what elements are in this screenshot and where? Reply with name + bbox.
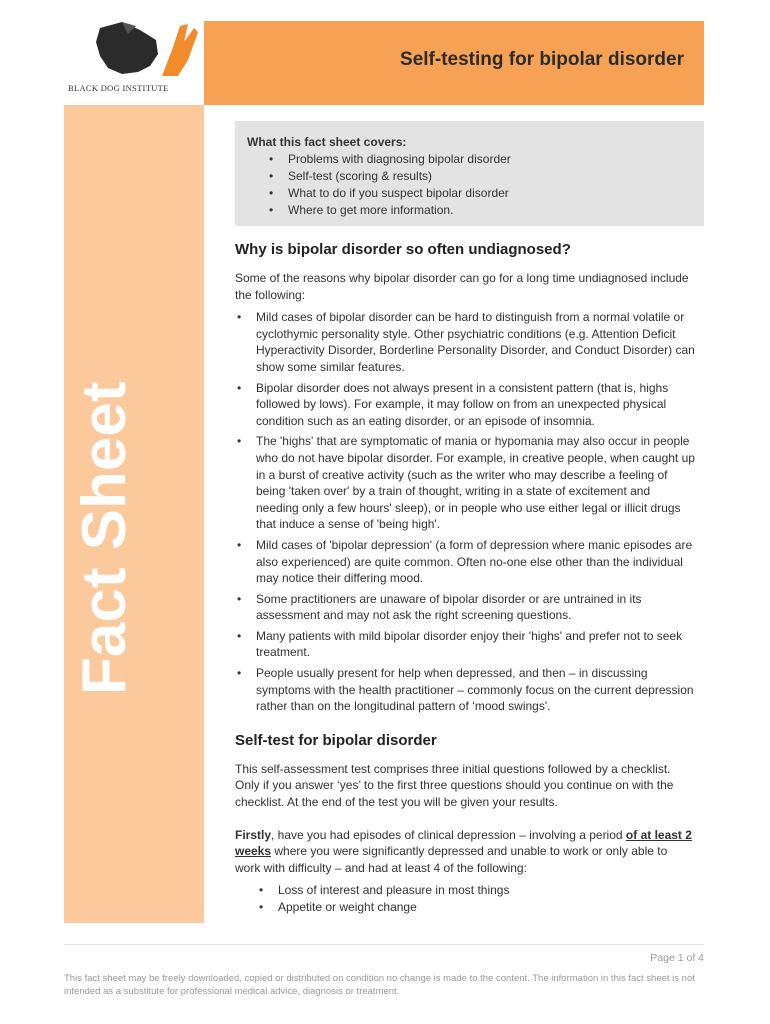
list-item: • Appetite or weight change xyxy=(257,899,695,916)
covers-item: • What to do if you suspect bipolar disorder xyxy=(269,185,511,202)
duration-underline: of at least 2 weeks xyxy=(235,827,692,859)
self-test-intro: This self-assessment test comprises three initial questions followed by a checklist. Only if you answer ‘yes’ to the first three questions should you continue on with the checklist. At the end of the test you will be given your results. xyxy=(235,761,674,810)
covers-list xyxy=(269,151,511,219)
page-number: Page 1 of 4 xyxy=(650,952,704,964)
list-item: • Mild cases of 'bipolar depression' (a form of depression where manic episodes are also experienced) are quite common. Often no-one else other than the individual may notice their differing mood. xyxy=(235,537,695,587)
covers-item: • Self-test (scoring & results) xyxy=(269,168,511,185)
section-intro: Some of the reasons why bipolar disorder can go for a long time undiagnosed include the following: xyxy=(235,271,689,302)
fact-sheet-label: Fact Sheet xyxy=(70,381,139,695)
covers-item: • Where to get more information. xyxy=(269,202,511,219)
list-item: • Many patients with mild bipolar disorder enjoy their 'highs' and prefer not to seek treatment. xyxy=(235,628,695,661)
firstly-bold: Firstly xyxy=(235,827,272,842)
list-item: • Loss of interest and pleasure in most things xyxy=(257,882,695,899)
firstly-text-2: where you were significantly depressed and unable to work or only able to work with difficulty – and had at least 4 of the following: xyxy=(235,844,668,875)
disclaimer: This fact sheet may be freely downloaded, copied or distributed on condition no change is made to the content. The information in this fact sheet is not intended as a substitute for professional medical advice, diagnosis or treatment. xyxy=(64,973,695,997)
section-heading-self-test: Self-test for bipolar disorder xyxy=(235,731,437,749)
title-bar xyxy=(204,21,704,105)
list-item: • Bipolar disorder does not always present in a consistent pattern (that is, highs followed by lows). For example, it may follow on from an unexpected physical condition such as an eating disorder, or an episode of insomnia. xyxy=(235,380,695,430)
list-item: • Some practitioners are unaware of bipolar disorder or are untrained in its assessment and may not ask the right screening questions. xyxy=(235,591,695,624)
dog-hand-logo-icon xyxy=(70,20,200,82)
page-title: Self-testing for bipolar disorder xyxy=(400,49,684,70)
footer-divider xyxy=(64,944,704,945)
main-content xyxy=(235,240,695,916)
firstly-text: , have you had episodes of clinical depression – involving a period xyxy=(271,827,626,842)
covers-heading: What this fact sheet covers: xyxy=(247,135,407,149)
firstly-paragraph xyxy=(235,827,695,877)
section-heading-undiagnosed: Why is bipolar disorder so often undiagnosed? xyxy=(235,241,571,258)
logo xyxy=(64,20,204,100)
logo-text: BLACK DOG INSTITUTE xyxy=(68,83,169,93)
covers-item: • Problems with diagnosing bipolar disorder xyxy=(269,151,511,168)
symptom-list xyxy=(235,882,695,915)
reasons-list xyxy=(235,309,695,715)
list-item: • The 'highs' that are symptomatic of mania or hypomania may also occur in people who do not have bipolar disorder. For example, in creative people, when caught up in a burst of creative activity (such as the writer who may describe a feeling of being 'taken over' by a train of thought, writing in a state of excitement and needing only a few hours' sleep), or in people who use either legal or illicit drugs that induce a sense of 'being high'. xyxy=(235,433,695,533)
list-item: • Mild cases of bipolar disorder can be hard to distinguish from a normal volatile or cyclothymic personality style. Other psychiatric conditions (e.g. Attention Deficit Hyperactivity Disorder, Borderline Personality Disorder, and Conduct Disorder) can show some similar features. xyxy=(235,309,695,375)
list-item: • People usually present for help when depressed, and then – in discussing symptoms with the health practitioner – commonly focus on the current depression rather than on the longitudinal pattern of ‘mood swings'. xyxy=(235,665,695,715)
covers-box xyxy=(235,121,704,226)
